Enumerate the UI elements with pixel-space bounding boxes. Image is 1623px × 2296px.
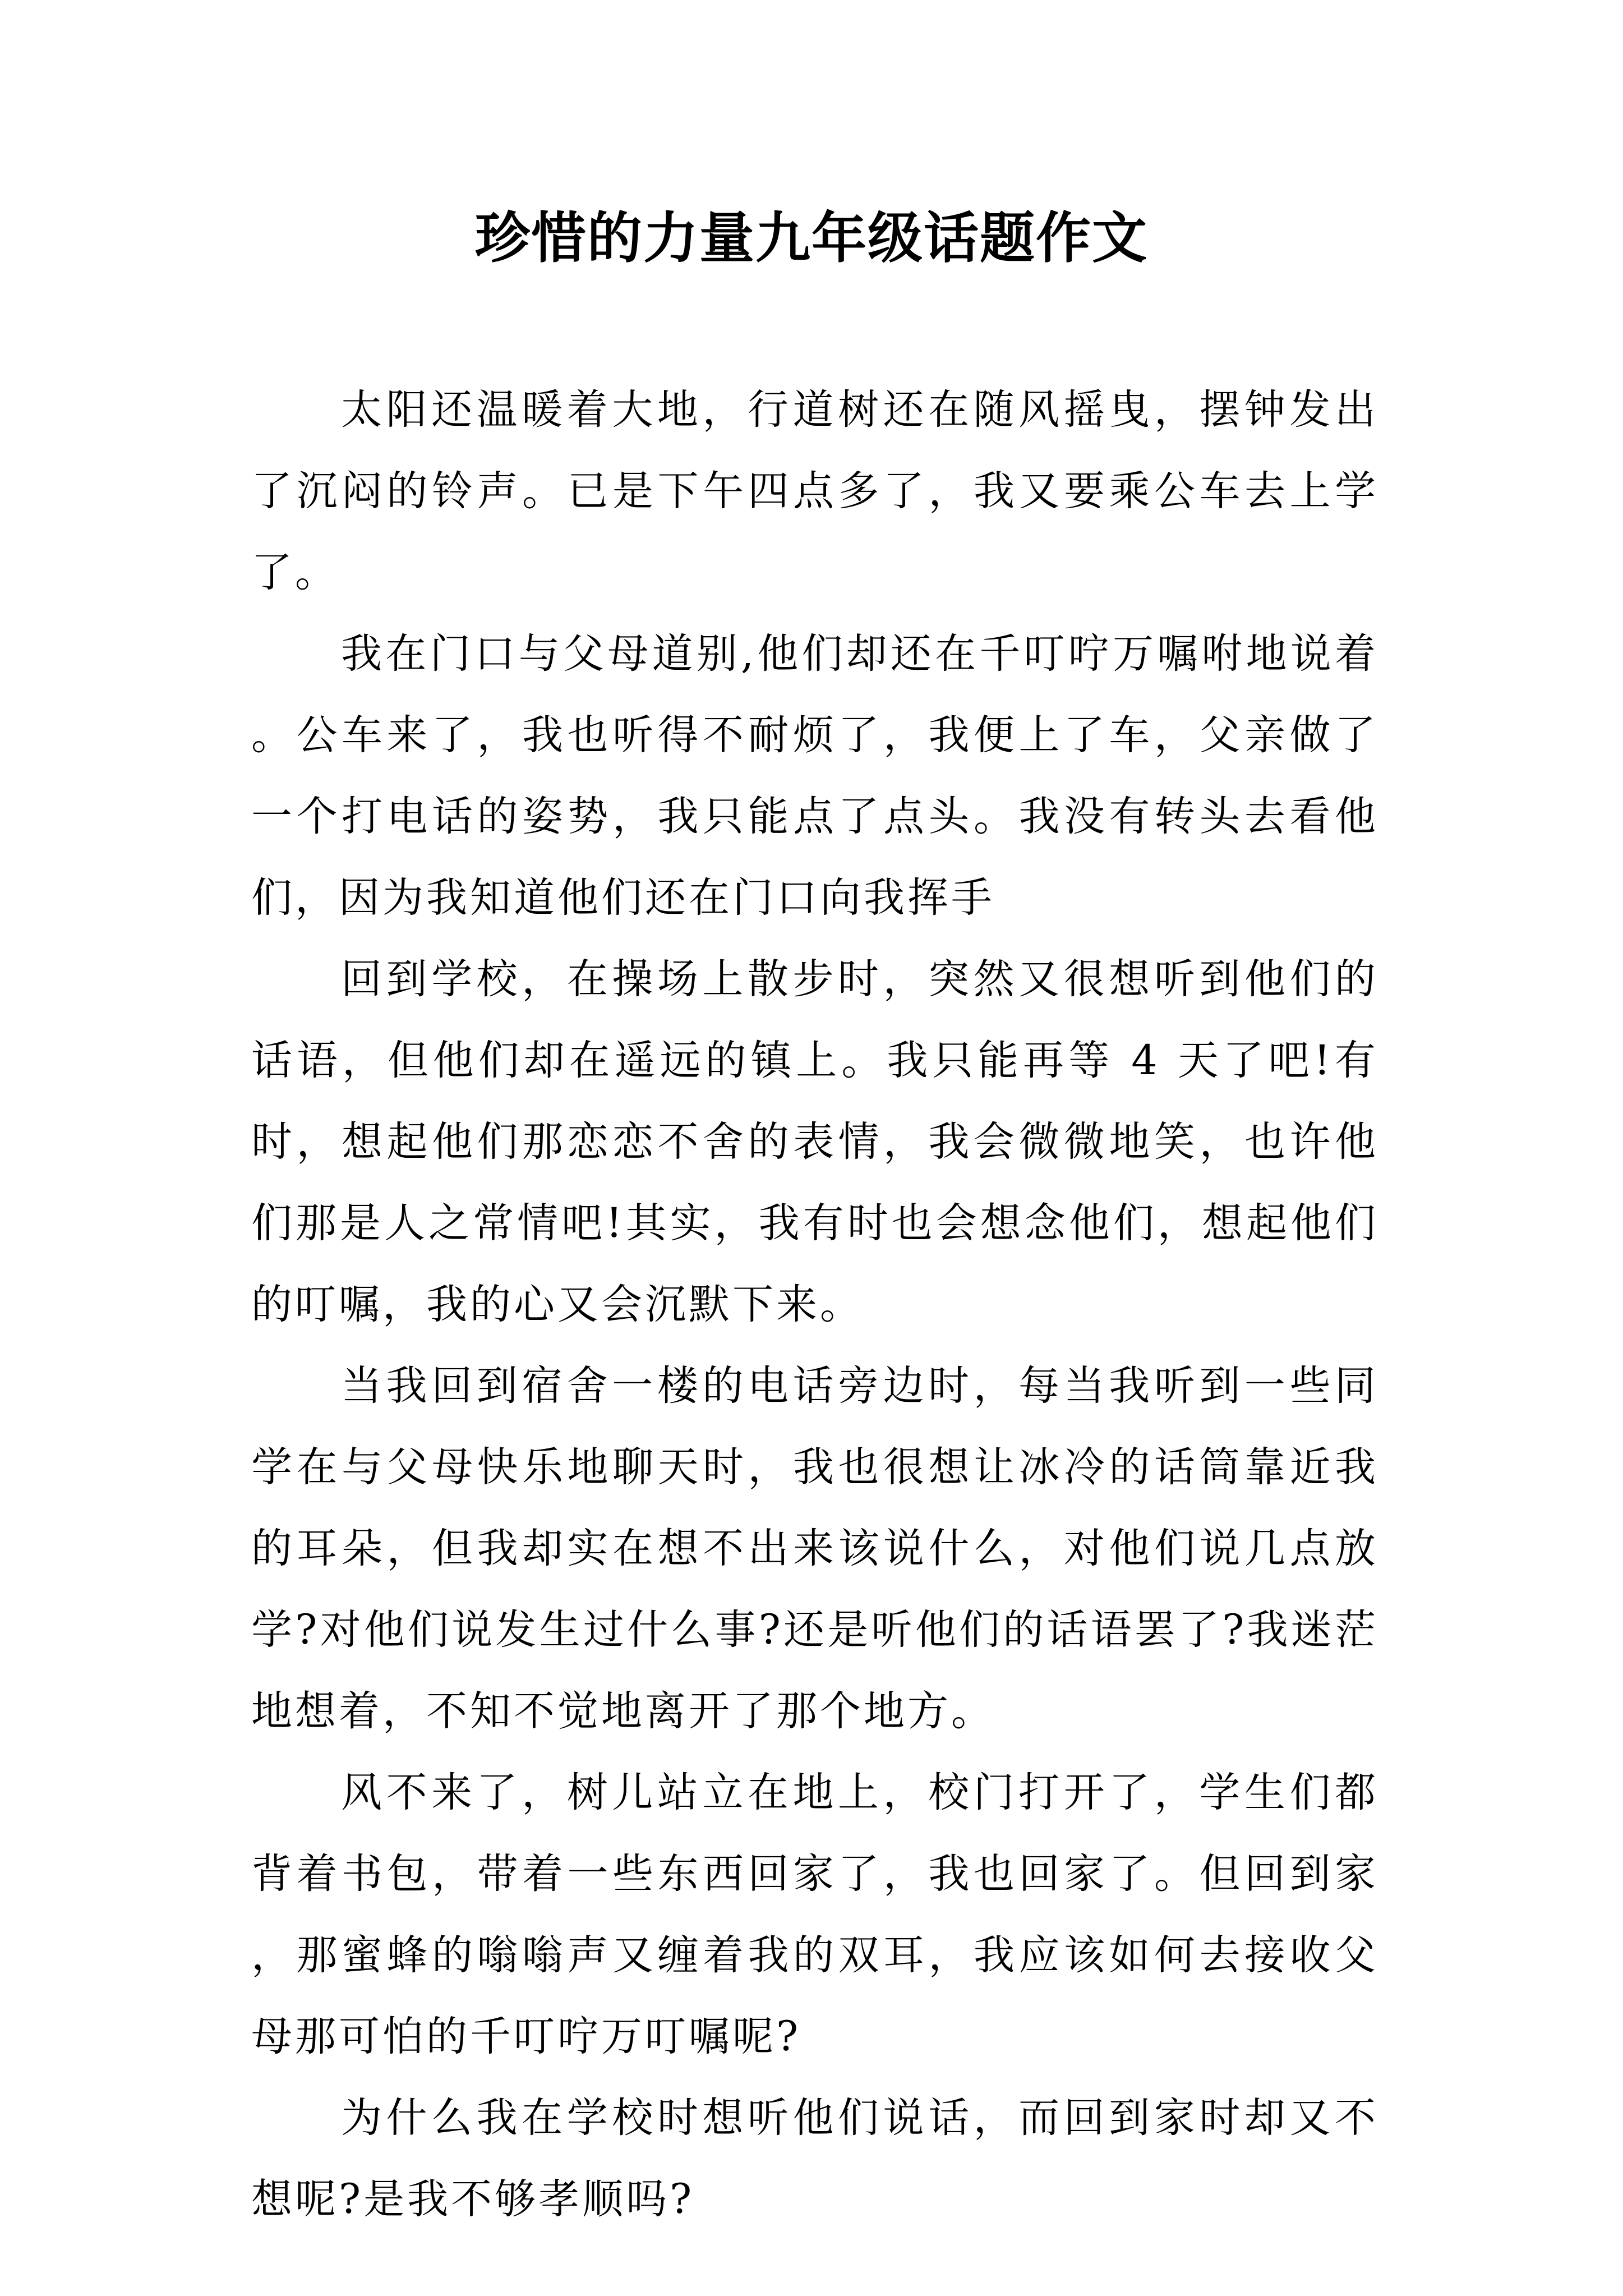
paragraph-4: 当我回到宿舍一楼的电话旁边时，每当我听到一些同学在与父母快乐地聊天时，我也很想让冰冷的话筒靠近我的耳朵，但我却实在想不出来该说什么，对他们说几点放学?对他们说发生过什么事?还是听他们的话语罢了?我迷茫地想着，不知不觉地离开了那个地方。 xyxy=(251,1362,1378,1735)
paragraph-5: 风不来了，树儿站立在地上，校门打开了，学生们都背着书包，带着一些东西回家了，我也回家了。但回到家，那蜜蜂的嗡嗡声又缠着我的双耳，我应该如何去接收父母那可怕的千叮咛万叮嘱呢? xyxy=(251,1769,1378,2060)
page-title: 珍惜的力量九年级话题作文 xyxy=(474,206,1148,270)
paragraph-3: 回到学校，在操场上散步时，突然又很想听到他们的话语，但他们却在遥远的镇上。我只能再等 4 天了吧!有时，想起他们那恋恋不舍的表情，我会微微地笑，也许他们那是人之常情吧!其实，我有时也会想念他们，想起他们的叮嘱，我的心又会沉默下来。 xyxy=(251,955,1378,1328)
paragraph-1: 太阳还温暖着大地，行道树还在随风摇曳，摆钟发出了沉闷的铃声。已是下午四点多了，我又要乘公车去上学了。 xyxy=(251,386,1378,596)
paragraph-2: 我在门口与父母道别,他们却还在千叮咛万嘱咐地说着。公车来了，我也听得不耐烦了，我便上了车，父亲做了一个打电话的姿势，我只能点了点头。我没有转头去看他们，因为我知道他们还在门口向我挥手 xyxy=(251,630,1378,922)
paragraph-6: 为什么我在学校时想听他们说话，而回到家时却又不想呢?是我不够孝顺吗? xyxy=(251,2094,1378,2223)
essay-body xyxy=(251,369,1378,2240)
